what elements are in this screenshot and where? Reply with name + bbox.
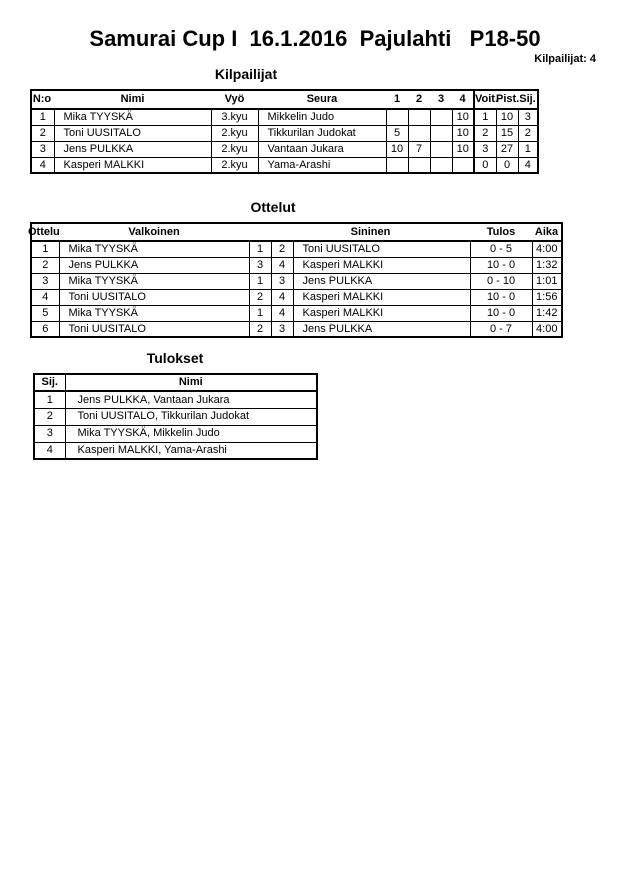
col-header-2: 2 xyxy=(408,90,430,109)
cell-time: 1:32 xyxy=(532,257,562,273)
cell-blue-name: Kasperi MALKKI xyxy=(293,257,470,273)
col-header-3: 3 xyxy=(430,90,452,109)
col-header-ottelu: Ottelu xyxy=(31,223,59,241)
cell-white-number: 2 xyxy=(249,321,271,337)
cell-placement: 1 xyxy=(34,391,65,408)
cell-voit: 2 xyxy=(474,125,496,141)
results-header-row xyxy=(34,374,317,391)
cell-score-1: 5 xyxy=(386,125,408,141)
cell-blue-name: Kasperi MALKKI xyxy=(293,289,470,305)
cell-name-club: Toni UUSITALO, Tikkurilan Judokat xyxy=(65,408,317,425)
table-row xyxy=(31,125,538,141)
results-heading: Tulokset xyxy=(146,350,204,366)
col-header-nimi: Nimi xyxy=(54,90,211,109)
cell-blue-number: 2 xyxy=(271,241,293,257)
cell-white-number: 3 xyxy=(249,257,271,273)
cell-time: 4:00 xyxy=(532,241,562,257)
matches-table xyxy=(30,222,563,338)
cell-white-number: 2 xyxy=(249,289,271,305)
cell-blue-number: 3 xyxy=(271,321,293,337)
table-row xyxy=(31,157,538,173)
col-header-aika: Aika xyxy=(532,223,562,241)
cell-no: 3 xyxy=(31,141,54,157)
cell-white-name: Jens PULKKA xyxy=(59,257,249,273)
cell-vyo: 3.kyu xyxy=(211,109,258,125)
col-header-valkoinen: Valkoinen xyxy=(59,223,249,241)
table-row xyxy=(31,257,562,273)
col-header-sij: Sij. xyxy=(518,90,538,109)
matches-header-row xyxy=(31,223,562,241)
col-header-tulos: Tulos xyxy=(470,223,532,241)
competitors-header-row xyxy=(31,90,538,109)
col-header-vyo: Vyö xyxy=(211,90,258,109)
cell-seura: Vantaan Jukara xyxy=(258,141,386,157)
table-row xyxy=(31,109,538,125)
page-title: Samurai Cup I 16.1.2016 Pajulahti P18-50 xyxy=(89,26,541,51)
table-row xyxy=(31,141,538,157)
col-header-voit: Voit. xyxy=(474,90,496,109)
cell-match-no: 5 xyxy=(31,305,59,321)
col-header-sininen: Sininen xyxy=(271,223,470,241)
cell-pist: 15 xyxy=(496,125,518,141)
cell-white-number: 1 xyxy=(249,241,271,257)
cell-blue-number: 4 xyxy=(271,257,293,273)
cell-match-no: 1 xyxy=(31,241,59,257)
cell-voit: 3 xyxy=(474,141,496,157)
cell-match-no: 3 xyxy=(31,273,59,289)
table-row xyxy=(31,273,562,289)
results-table xyxy=(33,373,318,460)
cell-placement: 4 xyxy=(34,442,65,459)
cell-voit: 1 xyxy=(474,109,496,125)
cell-no: 4 xyxy=(31,157,54,173)
cell-white-name: Toni UUSITALO xyxy=(59,321,249,337)
cell-time: 4:00 xyxy=(532,321,562,337)
cell-score-2 xyxy=(408,157,430,173)
cell-match-no: 2 xyxy=(31,257,59,273)
cell-result: 0 - 5 xyxy=(470,241,532,257)
participants-count-label: Kilpailijat: 4 xyxy=(534,53,596,65)
competitors-table xyxy=(30,89,539,174)
cell-name-club: Kasperi MALKKI, Yama-Arashi xyxy=(65,442,317,459)
cell-sij: 3 xyxy=(518,109,538,125)
cell-score-4: 10 xyxy=(452,109,474,125)
cell-white-name: Mika TYYSKÄ xyxy=(59,273,249,289)
cell-name-club: Jens PULKKA, Vantaan Jukara xyxy=(65,391,317,408)
cell-blue-name: Jens PULKKA xyxy=(293,273,470,289)
cell-voit: 0 xyxy=(474,157,496,173)
cell-nimi: Mika TYYSKÄ xyxy=(54,109,211,125)
cell-score-3 xyxy=(430,125,452,141)
cell-blue-number: 3 xyxy=(271,273,293,289)
col-header-spacer xyxy=(249,223,271,241)
cell-score-2 xyxy=(408,125,430,141)
cell-name-club: Mika TYYSKÄ, Mikkelin Judo xyxy=(65,425,317,442)
col-header-4: 4 xyxy=(452,90,474,109)
cell-blue-name: Toni UUSITALO xyxy=(293,241,470,257)
cell-score-4 xyxy=(452,157,474,173)
cell-seura: Tikkurilan Judokat xyxy=(258,125,386,141)
col-header-pist: Pist. xyxy=(496,90,518,109)
cell-sij: 1 xyxy=(518,141,538,157)
cell-placement: 3 xyxy=(34,425,65,442)
cell-score-4: 10 xyxy=(452,125,474,141)
cell-score-3 xyxy=(430,157,452,173)
cell-pist: 0 xyxy=(496,157,518,173)
cell-time: 1:01 xyxy=(532,273,562,289)
table-row xyxy=(34,442,317,459)
cell-nimi: Jens PULKKA xyxy=(54,141,211,157)
table-row xyxy=(31,321,562,337)
cell-white-name: Mika TYYSKÄ xyxy=(59,305,249,321)
cell-score-3 xyxy=(430,109,452,125)
cell-nimi: Toni UUSITALO xyxy=(54,125,211,141)
col-header-1: 1 xyxy=(386,90,408,109)
cell-score-2 xyxy=(408,109,430,125)
cell-seura: Mikkelin Judo xyxy=(258,109,386,125)
cell-match-no: 6 xyxy=(31,321,59,337)
cell-sij: 2 xyxy=(518,125,538,141)
cell-result: 10 - 0 xyxy=(470,305,532,321)
cell-score-3 xyxy=(430,141,452,157)
col-header-no: N:o xyxy=(31,90,54,109)
col-header-nimi: Nimi xyxy=(65,374,317,391)
cell-no: 2 xyxy=(31,125,54,141)
cell-blue-number: 4 xyxy=(271,289,293,305)
cell-result: 10 - 0 xyxy=(470,289,532,305)
col-header-sij: Sij. xyxy=(34,374,65,391)
cell-white-name: Toni UUSITALO xyxy=(59,289,249,305)
table-row xyxy=(34,391,317,408)
table-row xyxy=(34,425,317,442)
cell-white-name: Mika TYYSKÄ xyxy=(59,241,249,257)
cell-time: 1:42 xyxy=(532,305,562,321)
cell-result: 0 - 10 xyxy=(470,273,532,289)
cell-blue-name: Jens PULKKA xyxy=(293,321,470,337)
matches-heading: Ottelut xyxy=(250,199,296,215)
cell-score-1 xyxy=(386,157,408,173)
cell-no: 1 xyxy=(31,109,54,125)
cell-white-number: 1 xyxy=(249,305,271,321)
cell-score-1 xyxy=(386,109,408,125)
cell-pist: 27 xyxy=(496,141,518,157)
cell-match-no: 4 xyxy=(31,289,59,305)
cell-sij: 4 xyxy=(518,157,538,173)
cell-blue-number: 4 xyxy=(271,305,293,321)
table-row xyxy=(31,241,562,257)
cell-blue-name: Kasperi MALKKI xyxy=(293,305,470,321)
table-row xyxy=(31,305,562,321)
col-header-seura: Seura xyxy=(258,90,386,109)
cell-nimi: Kasperi MALKKI xyxy=(54,157,211,173)
cell-score-1: 10 xyxy=(386,141,408,157)
cell-vyo: 2.kyu xyxy=(211,125,258,141)
competitors-heading: Kilpailijat xyxy=(214,66,278,82)
cell-white-number: 1 xyxy=(249,273,271,289)
cell-vyo: 2.kyu xyxy=(211,157,258,173)
cell-placement: 2 xyxy=(34,408,65,425)
table-row xyxy=(31,289,562,305)
cell-seura: Yama-Arashi xyxy=(258,157,386,173)
cell-time: 1:56 xyxy=(532,289,562,305)
cell-result: 0 - 7 xyxy=(470,321,532,337)
cell-score-2: 7 xyxy=(408,141,430,157)
table-row xyxy=(34,408,317,425)
cell-result: 10 - 0 xyxy=(470,257,532,273)
cell-score-4: 10 xyxy=(452,141,474,157)
cell-vyo: 2.kyu xyxy=(211,141,258,157)
cell-pist: 10 xyxy=(496,109,518,125)
